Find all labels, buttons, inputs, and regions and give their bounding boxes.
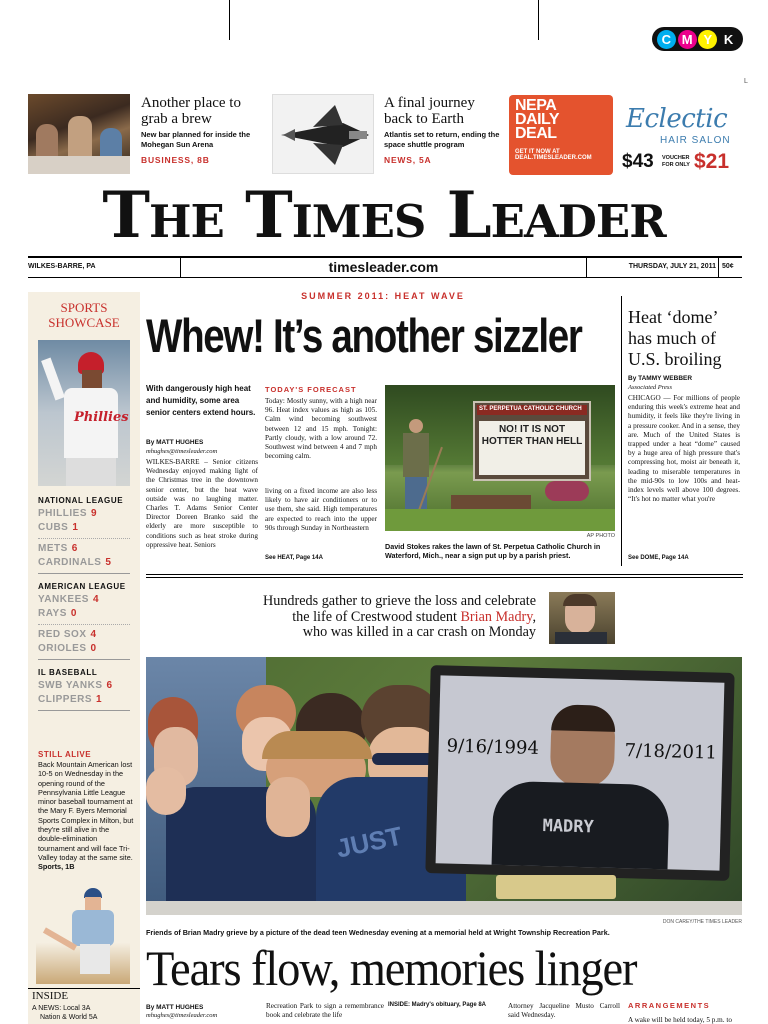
- team-row: [38, 679, 130, 693]
- inside-title: INSIDE: [32, 990, 69, 1002]
- ad-line2: DAILY: [515, 111, 560, 128]
- team-score: 9: [91, 508, 98, 519]
- black-swatch: K: [719, 30, 738, 49]
- jersey-name: MADRY: [542, 816, 595, 838]
- ad-cta1: GET IT NOW AT: [515, 149, 560, 155]
- arrangements-text: A wake will be held today, 5 p.m. to: [628, 1016, 732, 1024]
- church-sign-name: ST. PERPETUA CATHOLIC CHURCH: [479, 406, 582, 412]
- team-row: [38, 642, 130, 656]
- team-score: 1: [72, 522, 79, 533]
- dateline-location: WILKES-BARRE, PA: [28, 263, 96, 270]
- team-score: 6: [106, 680, 113, 691]
- still-alive-brief[interactable]: [38, 750, 134, 872]
- team-row: [38, 542, 130, 556]
- madry-deck: [146, 594, 536, 641]
- team-score: 6: [71, 543, 78, 554]
- sidebar-title2: SHOWCASE: [48, 315, 120, 330]
- madry-col4: Attorney Jacqueline Musto Carroll said Wednesday.: [508, 1002, 620, 1020]
- team-score: 4: [90, 629, 97, 640]
- dome-text: CHICAGO — For millions of people enduring this week's extreme heat and humidity, it feels like they're living in a pressure cooker. And in a sense, they are. Much of the United States is trapped under a heat “dome” caused by a huge area of high pressure that's compressing hot, moist air beneath it, leading to miserable temperatures in the mid-90s to low 100s and heat-index levels well above 100 degrees. “It's hot no matter what you're: [628, 394, 740, 504]
- team-row: [38, 556, 130, 570]
- team-name: CUBS: [38, 522, 69, 533]
- team-score: 0: [90, 643, 97, 654]
- ad-brand: Eclectic: [626, 104, 728, 134]
- team-name: METS: [38, 543, 68, 554]
- teaser-headline[interactable]: A final journey back to Earth: [384, 95, 475, 127]
- team-name: RED SOX: [38, 629, 87, 640]
- lead-headline[interactable]: Whew! It’s another sizzler: [146, 309, 582, 362]
- teaser-headline[interactable]: Another place to grab a brew: [141, 95, 241, 127]
- lead-jump[interactable]: See HEAT, Page 14A: [265, 555, 323, 561]
- memorial-photo[interactable]: JUST MADRY 9/16/1994 7/18/2011: [146, 657, 742, 915]
- team-name: YANKEES: [38, 594, 89, 605]
- team-name: SWB YANKS: [38, 680, 103, 691]
- team-name: PHILLIES: [38, 508, 88, 519]
- sidebar-title1: SPORTS: [60, 300, 108, 315]
- dome-affiliation: Associated Press: [628, 384, 672, 391]
- league-heading: IL BASEBALL: [38, 668, 98, 677]
- league-heading: NATIONAL LEAGUE: [38, 496, 124, 505]
- ad-price: $43: [622, 151, 654, 172]
- crop-mark-right: [538, 0, 539, 40]
- team-score: 1: [96, 694, 103, 705]
- little-league-photo[interactable]: [36, 880, 130, 984]
- teaser-shuttle[interactable]: [384, 95, 504, 165]
- lead-byline: By MATT HUGHES: [146, 439, 204, 446]
- madry-byline: By MATT HUGHES: [146, 1004, 204, 1011]
- crop-mark-left: [229, 0, 230, 40]
- teaser-deck: New bar planned for inside the Mohegan Sun Arena: [141, 130, 251, 149]
- lead-email[interactable]: mhughes@timesleader.com: [146, 448, 218, 455]
- lead-photo-credit: AP PHOTO: [586, 533, 615, 539]
- lead-photo-caption: David Stokes rakes the lawn of St. Perpetua Catholic Church in Waterford, Mich., near a sign put up by a parish priest.: [385, 542, 601, 561]
- dome-jump[interactable]: See DOME, Page 14A: [628, 555, 689, 561]
- daily-deal-ad[interactable]: [509, 95, 613, 175]
- team-name: CLIPPERS: [38, 694, 93, 705]
- ad-brand-sub: HAIR SALON: [660, 135, 731, 146]
- dateline-price: 50¢: [722, 263, 734, 270]
- team-row: [38, 593, 130, 607]
- madry-deck-line3: who was killed in a car crash on Monday: [302, 624, 536, 640]
- game-score[interactable]: [38, 679, 130, 707]
- memorial-picture: [436, 675, 725, 870]
- madry-inside[interactable]: INSIDE: Madry's obituary, Page 8A: [388, 1002, 487, 1008]
- madry-headline[interactable]: Tears flow, memories linger: [146, 940, 637, 996]
- memorial-photo-credit: DON CAREY/THE TIMES LEADER: [662, 919, 742, 925]
- teaser-section[interactable]: NEWS, 5A: [384, 155, 432, 165]
- madry-email[interactable]: mhughes@timesleader.com: [146, 1012, 218, 1019]
- team-row: [38, 507, 130, 521]
- cyan-swatch: C: [657, 30, 676, 49]
- still-alive-title: STILL ALIVE: [38, 750, 92, 759]
- church-sign-text: NO! IT IS NOT HOTTER THAN HELL: [481, 424, 583, 447]
- madry-name[interactable]: Brian Madry: [460, 608, 533, 625]
- forecast-title: TODAY'S FORECAST: [265, 385, 357, 394]
- team-row: [38, 521, 130, 535]
- arrangements-title: ARRANGEMENTS: [628, 1001, 711, 1010]
- dateline-date: THURSDAY, JULY 21, 2011: [628, 263, 716, 270]
- team-name: RAYS: [38, 608, 67, 619]
- teaser-bar[interactable]: [141, 95, 266, 165]
- ad-cta2[interactable]: DEAL.TIMESLEADER.COM: [515, 155, 592, 161]
- lead-col1: WILKES-BARRE – Senior citizens Wednesday enjoyed making light of the Christmas tree in the downtown senior center, but the heat wave outside was no laughing matter. Charles T. Adams Senior Center Director Doreen Branko said the elderly are more susceptible to conditions such as heat stroke during oppressive heat. Seniors: [146, 458, 258, 549]
- madry-deck-line1: Hundreds gather to grieve the loss and celebrate: [262, 593, 536, 609]
- lead-col2: living on a fixed income are also less likely to have air conditioners or to use them, she said. High temperatures are expected to reach into the upper 90s through Sunday in Northeastern: [265, 487, 377, 532]
- team-score: 5: [105, 557, 112, 568]
- photo-date-birth: 9/16/1994: [446, 735, 540, 759]
- game-score[interactable]: [38, 628, 130, 656]
- game-score[interactable]: [38, 507, 130, 535]
- ad-line1: NEPA: [515, 97, 557, 114]
- inside-item[interactable]: A NEWS: Local 3A: [32, 1005, 91, 1012]
- team-row: [38, 607, 130, 621]
- madry-col2: Recreation Park to sign a remembrance book and celebrate the life: [266, 1002, 384, 1020]
- game-score[interactable]: [38, 542, 130, 570]
- inside-list: [32, 1004, 97, 1022]
- church-sign-board: [479, 421, 585, 475]
- team-name: CARDINALS: [38, 557, 102, 568]
- dome-headline[interactable]: Heat ‘dome’ has much of U.S. broiling: [628, 307, 722, 369]
- dome-byline: By TAMMY WEBBER: [628, 375, 693, 382]
- church-sign-photo[interactable]: [385, 385, 615, 531]
- lead-kicker: SUMMER 2011: HEAT WAVE: [301, 291, 465, 301]
- scoreboard: [28, 496, 140, 711]
- teaser-section[interactable]: BUSINESS, 8B: [141, 155, 210, 165]
- still-alive-text: Back Mountain American lost 10-5 on Wednesday in the opening round of the Pennsylvania Little League minor baseball tournament at the Mary F. Byers Memorial Sports Complex in Milton, but they're still alive in the double-elimination tournament and will face Tri-Valley today at the same site. Sports, 1B: [38, 760, 134, 872]
- magenta-swatch: M: [678, 30, 697, 49]
- inside-item[interactable]: Nation & World 5A: [40, 1014, 98, 1021]
- team-name: ORIOLES: [38, 643, 87, 654]
- team-row: [38, 628, 130, 642]
- ad-voucher-price: $21: [694, 150, 730, 173]
- madry-portrait[interactable]: [549, 592, 615, 644]
- teaser-deck: Atlantis set to return, ending the space shuttle program: [384, 130, 500, 149]
- still-alive-ref[interactable]: Sports, 1B: [38, 862, 75, 872]
- phillies-player-photo[interactable]: Phillies: [38, 340, 130, 486]
- memorial-caption: Friends of Brian Madry grieve by a picture of the dead teen Wednesday evening at a memorial held at Wright Township Recreation Park.: [146, 928, 610, 937]
- team-row: [38, 693, 130, 707]
- lead-deck: With dangerously high heat and humidity, some area senior centers extend hours.: [146, 384, 256, 417]
- ad-voucher: VOUCHER FOR ONLY: [662, 155, 690, 168]
- league-heading: AMERICAN LEAGUE: [38, 582, 126, 591]
- game-score[interactable]: [38, 593, 130, 621]
- forecast-text: Today: Mostly sunny, with a high near 96. Heat index values as high as 105. Calm wind becoming southwest between 12 and 15 mph. Tonight: Partly cloudy, with a low around 72. Southwest wind between 4 and 7 mph becoming calm.: [265, 397, 377, 461]
- bar-photo[interactable]: [28, 94, 130, 174]
- team-score: 4: [92, 594, 99, 605]
- ad-line3: DEAL: [515, 125, 557, 142]
- photo-date-death: 7/18/2011: [624, 740, 718, 764]
- shuttle-photo[interactable]: [272, 94, 374, 174]
- madry-deck-line2: the life of Crestwood student Brian Madry,: [292, 608, 536, 625]
- website-link[interactable]: timesleader.com: [328, 259, 439, 275]
- team-score: 0: [70, 608, 77, 619]
- registration-mark: L: [744, 78, 748, 85]
- cmyk-bar: [652, 27, 743, 51]
- yellow-swatch: Y: [698, 30, 717, 49]
- masthead-title[interactable]: The Times Leader: [102, 178, 666, 253]
